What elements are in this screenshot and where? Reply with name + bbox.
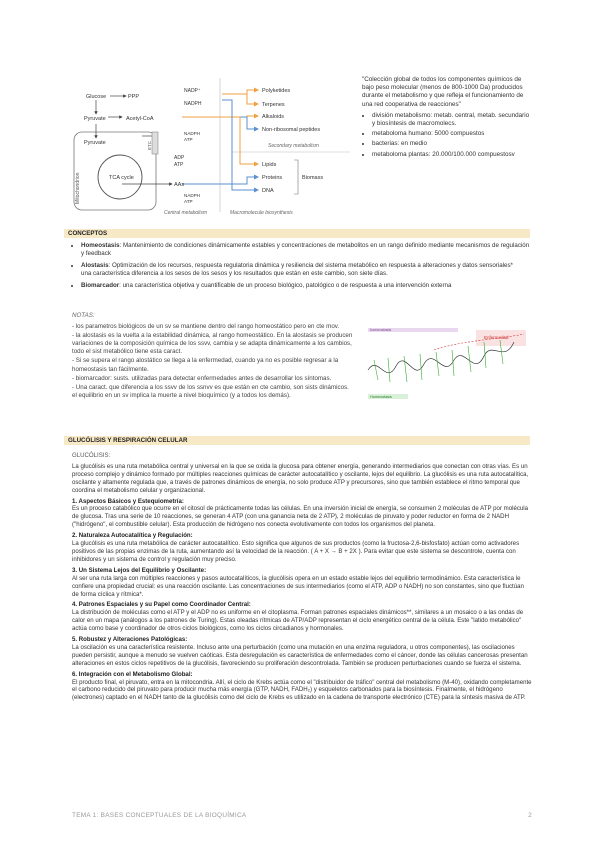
- label-pyruvate-mito: Pyruvate: [84, 140, 106, 146]
- label-nadph: NADPH: [184, 101, 202, 107]
- subsection-text: La distribución de moléculas como el ATP y el ADP no es uniforme en el citoplasma. Forman patrones espaciales dinámicos**, similares a un mosaico o a las ondas de calor en un mapa (análogos a los patrones de Turing). Estas oleadas rítmicas de ATP/ADP representan el ciclo energético central de la célula. Este "latido metabólico" actúa como base y coordinador de otros ciclos biológicos, como los ciclos circadianos y hormonales.: [72, 609, 524, 633]
- metabolism-diagram: [72, 74, 352, 216]
- subsection-heading: 5. Robustez y Alteraciones Patológicas:: [72, 636, 188, 644]
- label-glucose: Glucose: [86, 94, 107, 100]
- notes: [72, 312, 355, 401]
- subsection-heading: 6. Integración con el Metabolismo Global:: [72, 670, 193, 678]
- note-line: - biomarcador: susts. utilizadas para detectar enfermedades antes de desarrollar los síntomas.: [72, 374, 332, 382]
- homeo-bottom-label: Homeostasis: [370, 395, 392, 399]
- subsection-text: La oscilación es una característica resistente. Incluso ante una perturbación (como una mutación en una enzima reguladora, u otros componentes), las oscilaciones pueden persistir, aunque a menudo se vuelven caóticas. Esta desregulación es característica de enfermedades como el cáncer, donde las células cancerosas presentan alteraciones en estos ciclos repetitivos de la glucólisis, favoreciendo su proliferación descontrolada. También se producen perturbaciones cuando se fuerza el sistema.: [72, 643, 528, 667]
- glucolisis-section: [72, 452, 532, 704]
- subsection-text: Es un proceso catabólico que ocurre en el citosol de prácticamente todas las células. En una inversión inicial de energía, se consumen 2 moléculas de ATP por molécula de glucosa. Tras una serie de 10 reacciones, se generan 4 ATP (con una ganancia neta de 2 ATP), 2 moléculas de piruvato y poder reductor en forma de 2 NADH ("hidrógeno", el combustible celular). Esta producción de hidrógeno nos conecta evolutivamente con todos los organismos del planeta.: [72, 505, 529, 529]
- label-pyruvate: Pyruvate: [84, 116, 106, 122]
- label-alkaloids: Alkaloids: [262, 114, 285, 120]
- label-tca-cycle: TCA cycle: [109, 175, 134, 181]
- note-line: - Si se supera el rango alostático se llega a la enfermedad, cuando ya no es posible regresar a la homeostasis tan fácilmente.: [72, 357, 339, 373]
- homeostasis-figure: [364, 320, 532, 408]
- list-item: • metaboloma plantas: 20.000/100.000 compuestosv: [372, 151, 532, 159]
- notes-title: NOTAS:: [72, 312, 95, 319]
- concept-homeostasis: • Homeostasis: Mantenimiento de condiciones dinámicamente estables y concentraciones de metabolitos en un rango definido mediante mecanismos de regulación y feedback: [81, 242, 532, 258]
- note-line: - los parametros biológicos de un sv se mantiene dentro del rango homeostático pero en cte mov.: [72, 323, 340, 331]
- label-mitochondrion: Mitochondrion: [75, 172, 81, 204]
- concept-alostasis: • Alostasis: Optimización de los recursos, respuesta regulatoria dinámica y resiliencia del sistema metabólico en respuesta a alteraciones y datos sensoriales* una característica diferencia a los sesos de los sesos y los resultados que están en este cambio, son siete días.: [81, 262, 532, 278]
- label-dna: DNA: [262, 188, 274, 194]
- label-nadph-atp-2: NADPH: [184, 193, 201, 198]
- label-acetyl-coa: Acetyl-CoA: [126, 116, 154, 122]
- label-adp: ADP: [174, 155, 185, 161]
- subsection-text: El producto final, el piruvato, entra en la mitocondria. Allí, el ciclo de Krebs actúa como el "distribuidor de tráfico" central del metabolismo (M-40), oxidando completamente el carbono reducido del piruvato para producir mucha más energía (GTP, NADH, FADH₂) y esqueletos carbonados para la biosíntesis. Finalmente, el hidrógeno (electrones) captado en el NADH tanto de la glucólisis como del ciclo de Krebs es utilizado en la cadena de transporte electrónico (CTE) para la síntesis masiva de ATP.: [72, 678, 532, 702]
- svg-text:ATP: ATP: [184, 199, 193, 204]
- label-terpenes: Terpenes: [262, 102, 285, 108]
- svg-text:ATP: ATP: [184, 137, 193, 142]
- subsection-heading: 4. Patrones Espaciales y su Papel como Coordinador Central:: [72, 601, 251, 609]
- metabolome-list: [362, 112, 532, 159]
- note-line: - Una caract. que diferencia a los ssvv de los ssnvv es que están en cte cambio, son sists dinámicos. el equilibrio en un sv implica la muerte a nivel bioquímico (y a todos los demás).: [72, 383, 349, 399]
- page-footer: [72, 812, 532, 819]
- subsection-heading: 2. Naturaleza Autocatalítica y Regulación:: [72, 532, 193, 540]
- label-polyketides: Polyketides: [262, 88, 291, 94]
- conceptos-section: [72, 242, 532, 294]
- homeo-top-label: homeostasis: [370, 328, 392, 332]
- subsection-heading: 3. Un Sistema Lejos del Equilibrio y Oscilante:: [72, 566, 207, 574]
- label-atp: ATP: [174, 162, 184, 168]
- label-nadph-atp-1: NADPH: [184, 131, 201, 136]
- label-ppp: PPP: [128, 94, 140, 100]
- concept-biomarcador: • Biomarcador: una característica objetiva y cuantificable de un proceso biológico, patológico o de respuesta a una intervención externa: [81, 282, 532, 290]
- footer-title: TEMA 1: BASES CONCEPTUALES DE LA BIOQUÍMICA: [72, 812, 247, 819]
- section-header-conceptos: CONCEPTOS: [64, 229, 530, 238]
- section-header-glucolisis: GLUCÓLISIS Y RESPIRACIÓN CELULAR: [64, 436, 530, 445]
- label-nadp: NADP⁺: [184, 88, 201, 94]
- page-number: 2: [528, 812, 532, 819]
- glucolisis-intro: La glucólisis es una ruta metabólica central y universal en la que se oxida la glucosa para obtener energía, generando intermediarios que conectan con otras vías. Es un proceso complejo y dinámico formado por múltiples reacciones químicas de carácter autocatalítico y oscilante, lejos del equilibrio. La glucólisis es una ruta autocatalítica, oscilante y altamente regulada que, a través de patrones dinámicos de energía, no solo produce ATP y precursores, sino que también establece el ritmo temporal que coordina el metabolismo celular y organizacional.: [72, 462, 529, 494]
- label-biomass: Biomass: [302, 175, 324, 181]
- label-secondary-metabolism: Secondary metabolism: [268, 143, 319, 149]
- label-nrp: Non-ribosomal peptides: [262, 127, 321, 133]
- metabolome-definition: "Colección global de todos los componentes químicos de bajo peso molecular (menos de 800-1000 Da) producidos durante el metabolismo y que refleja el funcionamiento de una red cooperativa de reacciones": [362, 76, 524, 108]
- label-central-metabolism: Central metabolism: [164, 210, 208, 216]
- label-etc: ETC: [147, 141, 152, 150]
- label-proteins: Proteins: [262, 175, 283, 181]
- homeostasis-figure-svg: [364, 320, 532, 408]
- metabolism-diagram-svg: [72, 74, 352, 216]
- subsection-text: Al ser una ruta larga con múltiples reacciones y pasos autocatalíticos, la glucólisis opera en un estado estable lejos del equilibrio termodinámico. Esta característica le confiere una propiedad crucial: es una reacción oscilante. Las concentraciones de sus intermediarios (como el ATP, ADP o NADH) no son constantes, sino que fluctúan de forma cíclica y rítmica*.: [72, 574, 524, 598]
- list-item: • metaboloma humano: 5000 compuestos: [372, 130, 532, 138]
- note-line: - la alostasis es la vuelta a la estabilidad dinámica, al rango homeostático. En la alostasis se producen variaciones de la composición química de los ssvv, cambia y se adapta dinámicamente a los cambios, todo el sist metabólico tiene esta caract.: [72, 332, 353, 356]
- subsection-text: La glucólisis es una ruta metabólica de carácter autocatalítico. Esto significa que algunos de sus productos (como la fructosa-2,6-bisfosfato) actúan como activadores positivos de las propias enzimas de la ruta, aumentando así la velocidad de la reacción. ( A + X → B + 2X ). Para evitar que este sistema se descontrole, cuenta con inhibidores y un sistema de control y regulación muy preciso.: [72, 540, 520, 563]
- homeo-right-label: Enfermedad: [484, 335, 509, 340]
- label-lipids: Lipids: [262, 162, 277, 168]
- glucolisis-subtitle: GLUCÓLISIS:: [72, 452, 111, 459]
- label-macromolecule: Macromolecule biosynthesis: [230, 210, 293, 216]
- list-item: • división metabolismo: metab. central, metab. secundario y biosíntesis de macromolecs.: [372, 112, 532, 128]
- metabolome-notes: [362, 76, 532, 161]
- list-item: • bacterias: en medio: [372, 140, 532, 148]
- label-aas: AAs: [174, 182, 185, 188]
- subsection-heading: 1. Aspectos Básicos y Estequiometría:: [72, 497, 184, 505]
